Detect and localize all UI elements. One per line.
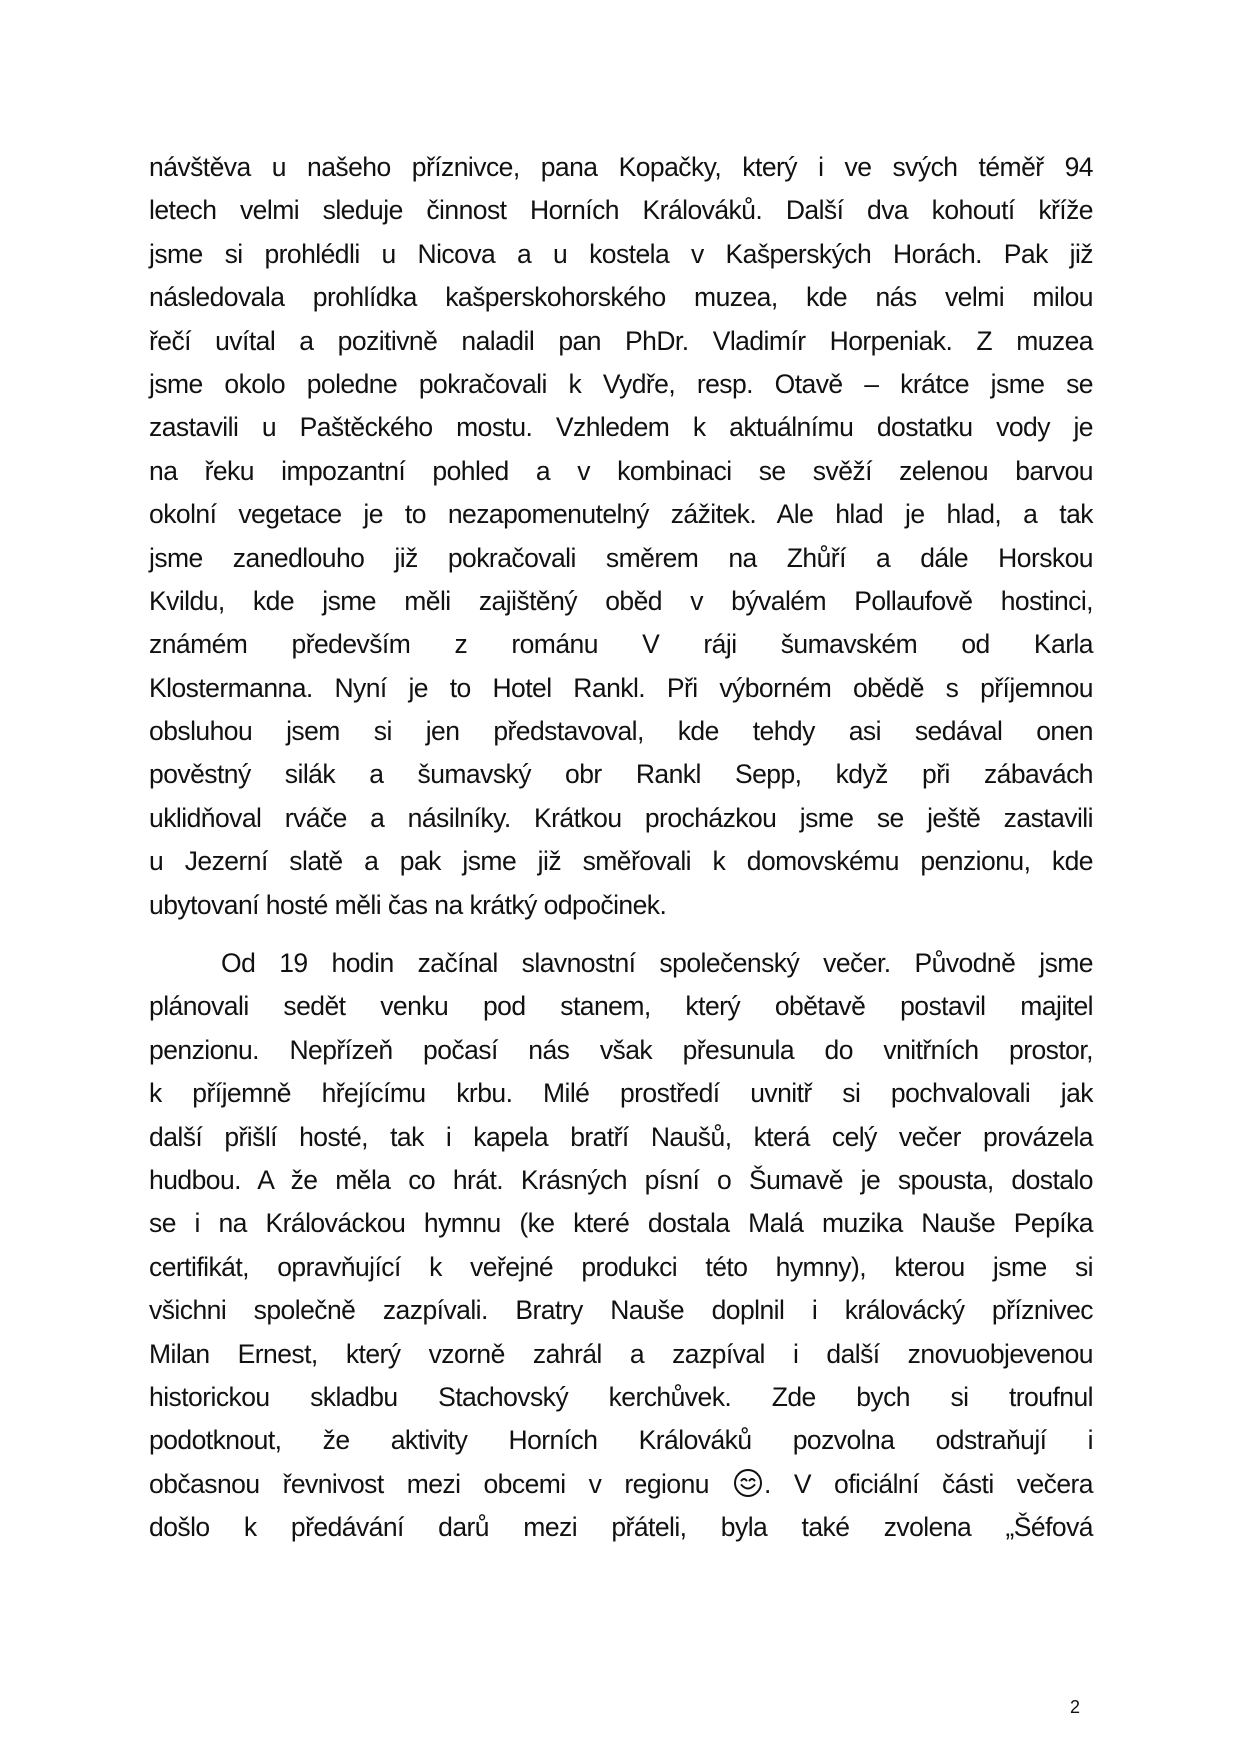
text-line: návštěva u našeho příznivce, pana Kopačky, který i ve svých téměř 94: [149, 152, 1093, 182]
text-line: historickou skladbu Stachovský kerchůvek. Zde bych si troufnul: [149, 1381, 1093, 1412]
text-line-with-emoji: [149, 1463, 1093, 1506]
text-line: došlo k předávání darů mezi přáteli, byla také zvolena „Šéfová: [149, 1512, 1093, 1543]
text-line: hudbou. A že měla co hrát. Krásných písní o Šumavě je spousta, dostalo: [149, 1164, 1093, 1195]
text-line: u Jezerní slatě a pak jsme již směřovali k domovskému penzionu, kde: [149, 846, 1093, 877]
text-line: plánovali sedět venku pod stanem, který obětavě postavil majitel: [149, 991, 1093, 1022]
text-line: podotknout, že aktivity Horních Králováků pozvolna odstraňují i: [149, 1425, 1093, 1456]
paragraph-evening: [149, 942, 1093, 1549]
text-line: zastavili u Paštěckého mostu. Vzhledem k aktuálnímu dostatku vody je: [149, 412, 1093, 443]
text-line: k příjemně hřejícímu krbu. Milé prostředí uvnitř si pochvalovali jak: [149, 1078, 1093, 1109]
text-before-emoji: občasnou řevnivost mezi obcemi v regionu: [149, 1468, 709, 1499]
paragraph-spacing: [149, 927, 1093, 942]
page-number: 2: [1070, 1697, 1081, 1717]
text-line: známém především z románu V ráji šumavském od Karla: [149, 629, 1093, 660]
text-line: jsme okolo poledne pokračovali k Vydře, resp. Otavě – krátce jsme se: [149, 368, 1093, 399]
text-line: obsluhou jsem si jen představoval, kde tehdy asi sedával onen: [149, 716, 1093, 747]
text-line: všichni společně zazpívali. Bratry Nauše doplnil i královácký příznivec: [149, 1295, 1093, 1326]
text-line: jsme zanedlouho již pokračovali směrem na Zhůří a dále Horskou: [149, 542, 1093, 573]
text-line: další přišlí hosté, tak i kapela bratří Naušů, která celý večer provázela: [149, 1121, 1093, 1152]
text-line: Kvildu, kde jsme měli zajištěný oběd v bývalém Pollaufově hostinci,: [149, 585, 1093, 616]
text-line: okolní vegetace je to nezapomenutelný zážitek. Ale hlad je hlad, a tak: [149, 499, 1093, 530]
text-line: Milan Ernest, který vzorně zahrál a zazpíval i další znovuobjevenou: [149, 1338, 1093, 1369]
text-line: Od 19 hodin začínal slavnostní společenský večer. Původně jsme: [221, 948, 1093, 979]
text-line: na řeku impozantní pohled a v kombinaci se svěží zelenou barvou: [149, 455, 1093, 486]
text-line: jsme si prohlédli u Nicova a u kostela v Kašperských Horách. Pak již: [149, 238, 1093, 269]
text-line: letech velmi sleduje činnost Horních Králováků. Další dva kohoutí kříže: [149, 195, 1093, 226]
text-line: uklidňoval rváče a násilníky. Krátkou procházkou jsme se ještě zastavili: [149, 802, 1093, 833]
text-line: pověstný silák a šumavský obr Rankl Sepp, když při zábavách: [149, 759, 1093, 790]
text-line: následovala prohlídka kašperskohorského muzea, kde nás velmi milou: [149, 282, 1093, 313]
text-line: se i na Králováckou hymnu (ke které dostala Malá muzika Nauše Pepíka: [149, 1208, 1093, 1239]
text-after-emoji: . V oficiální části večera: [764, 1468, 1093, 1499]
document-body: [149, 146, 1093, 1550]
paragraph-excursion: [149, 146, 1093, 927]
text-line: certifikát, opravňující k veřejné produkci této hymny), kterou jsme si: [149, 1251, 1093, 1282]
smiley-face-icon: [733, 1468, 763, 1498]
text-line: řečí uvítal a pozitivně naladil pan PhDr. Vladimír Horpeniak. Z muzea: [149, 325, 1093, 356]
text-line: ubytovaní hosté měli čas na krátký odpočinek.: [149, 889, 667, 920]
text-line: penzionu. Nepřízeň počasí nás však přesunula do vnitřních prostor,: [149, 1034, 1093, 1065]
text-line: Klostermanna. Nyní je to Hotel Rankl. Při výborném obědě s příjemnou: [149, 672, 1093, 703]
